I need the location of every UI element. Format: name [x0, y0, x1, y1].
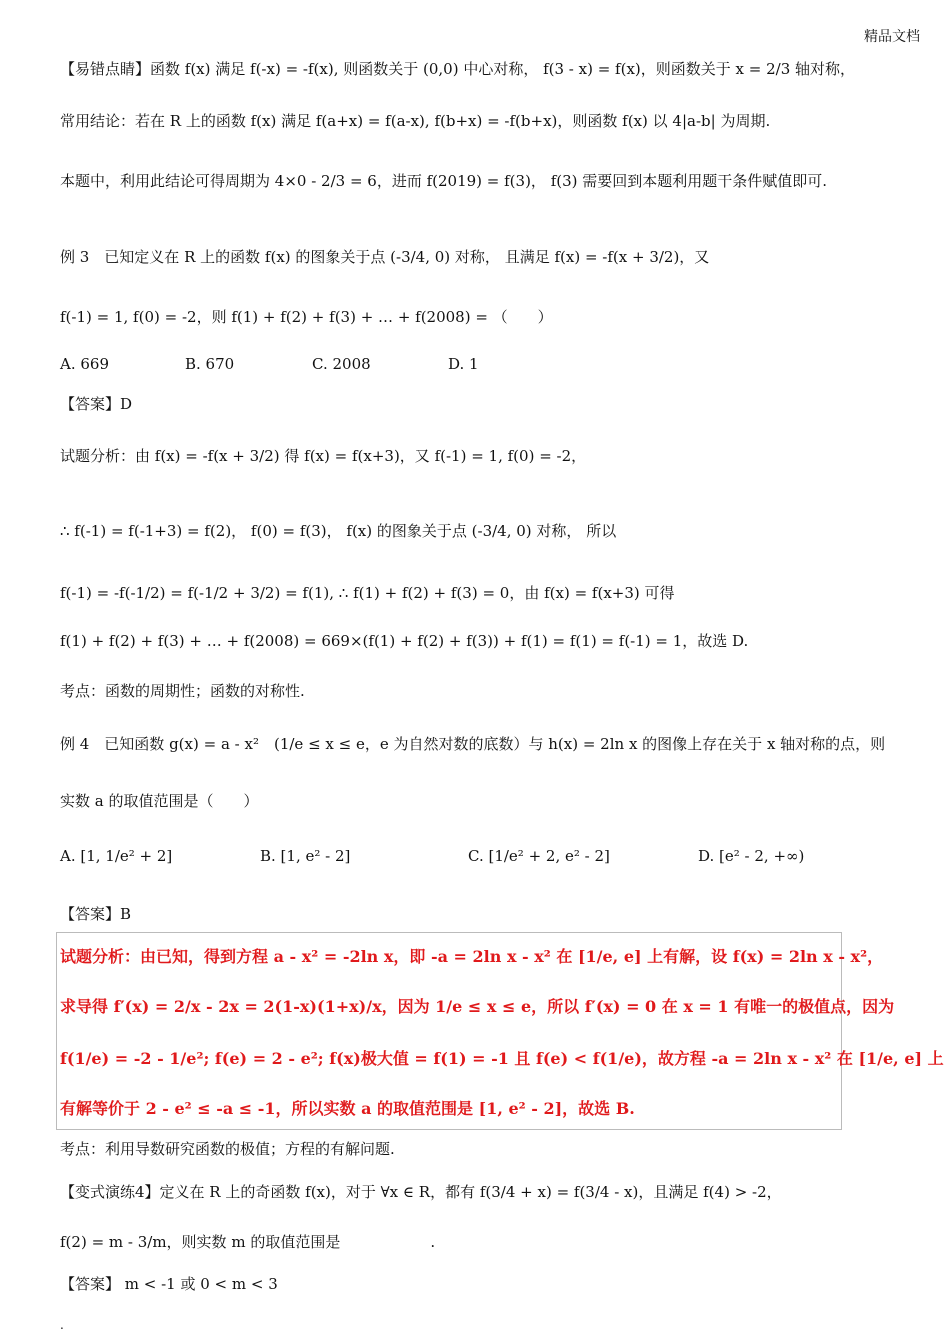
example4-analysis-4: 有解等价于 2 - e² ≤ -a ≤ -1，所以实数 a 的取值范围是 [1, e² - 2]，故选 B.: [60, 1099, 635, 1118]
example4-analysis-1: 试题分析：由已知，得到方程 a - x² = -2ln x，即 -a = 2ln x - x² 在 [1/e, e] 上有解，设 f(x) = 2ln x - x²，: [60, 947, 884, 966]
example3-answer: 【答案】D: [60, 395, 133, 413]
variant4-question: 【变式演练4】定义在 R 上的奇函数 f(x)，对于 ∀x ∈ R，都有 f(3/4 + x) = f(3/4 - x)，且满足 f(4) > -2，: [60, 1183, 782, 1201]
footer-mark: .: [60, 1318, 64, 1332]
example3-analysis-2: ∴ f(-1) = f(-1+3) = f(2)， f(0) = f(3)， f(x) 的图象关于点 (-3/4, 0) 对称， 所以: [60, 522, 617, 540]
tip-line-2: 常用结论：若在 R 上的函数 f(x) 满足 f(a+x) = f(a-x), f(b+x) = -f(b+x)，则函数 f(x) 以 4|a-b| 为周期.: [60, 112, 771, 130]
example4-choice-b: B. [1, e² - 2]: [260, 847, 351, 865]
example3-choice-c: C. 2008: [312, 355, 371, 373]
example3-choice-d: D. 1: [448, 355, 479, 373]
tip-line-1: 【易错点睛】函数 f(x) 满足 f(-x) = -f(x), 则函数关于 (0,0) 中心对称， f(3 - x) = f(x)，则函数关于 x = 2/3 轴对称，: [60, 60, 856, 78]
example4-choice-c: C. [1/e² + 2, e² - 2]: [468, 847, 610, 865]
example4-question-cont: 实数 a 的取值范围是（ ）: [60, 792, 259, 810]
example3-analysis-3: f(-1) = -f(-1/2) = f(-1/2 + 3/2) = f(1), ∴ f(1) + f(2) + f(3) = 0，由 f(x) = f(x+3) 可得: [60, 584, 675, 602]
example4-analysis-3: f(1/e) = -2 - 1/e²; f(e) = 2 - e²; f(x)极大值 = f(1) = -1 且 f(e) < f(1/e)，故方程 -a = 2ln x - x² 在 [1/e, e] 上: [60, 1049, 944, 1068]
example4-choice-d: D. [e² - 2, +∞): [698, 847, 805, 865]
variant4-answer: 【答案】 m < -1 或 0 < m < 3: [60, 1275, 278, 1293]
example4-choice-a: A. [1, 1/e² + 2]: [60, 847, 173, 865]
example3-analysis-1: 试题分析：由 f(x) = -f(x + 3/2) 得 f(x) = f(x+3)，又 f(-1) = 1, f(0) = -2，: [60, 447, 587, 465]
example4-question: 例 4 已知函数 g(x) = a - x² (1/e ≤ x ≤ e，e 为自然对数的底数）与 h(x) = 2ln x 的图像上存在关于 x 轴对称的点，则: [60, 735, 886, 753]
variant4-question-cont: f(2) = m - 3/m，则实数 m 的取值范围是 .: [60, 1233, 436, 1251]
example3-choice-a: A. 669: [60, 355, 109, 373]
page-header-label: 精品文档: [864, 29, 920, 45]
example3-question: 例 3 已知定义在 R 上的函数 f(x) 的图象关于点 (-3/4, 0) 对称， 且满足 f(x) = -f(x + 3/2)，又: [60, 248, 710, 266]
example3-analysis-4: f(1) + f(2) + f(3) + … + f(2008) = 669×(f(1) + f(2) + f(3)) + f(1) = f(1) = f(-1) = 1，故选 D.: [60, 632, 749, 650]
example4-analysis-2: 求导得 f′(x) = 2/x - 2x = 2(1-x)(1+x)/x，因为 1/e ≤ x ≤ e，所以 f′(x) = 0 在 x = 1 有唯一的极值点，因为: [60, 997, 895, 1016]
example4-answer: 【答案】B: [60, 905, 132, 923]
example3-choice-b: B. 670: [185, 355, 235, 373]
example4-keypoint: 考点：利用导数研究函数的极值；方程的有解问题.: [60, 1140, 395, 1158]
example3-keypoint: 考点：函数的周期性；函数的对称性.: [60, 682, 305, 700]
tip-line-3: 本题中，利用此结论可得周期为 4×0 - 2/3 = 6，进而 f(2019) = f(3)， f(3) 需要回到本题利用题干条件赋值即可.: [60, 172, 828, 190]
example3-question-cont: f(-1) = 1, f(0) = -2，则 f(1) + f(2) + f(3) + … + f(2008) = （ ）: [60, 308, 553, 326]
